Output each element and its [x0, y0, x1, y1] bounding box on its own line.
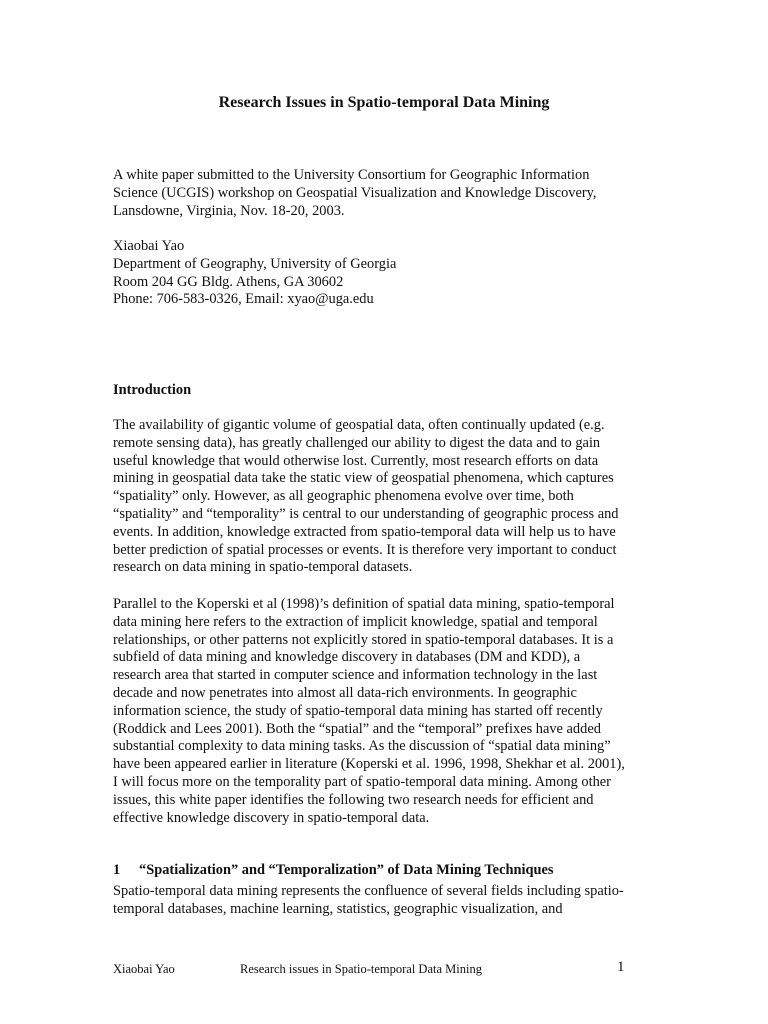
paragraph-line: subfield of data mining and knowledge discovery in databases (DM and KDD), a	[113, 649, 581, 666]
paragraph-line: temporal databases, machine learning, statistics, geographic visualization, and	[113, 900, 563, 917]
paragraph-line: relationships, or other patterns not explicitly stored in spatio-temporal databases. It is a	[113, 631, 614, 648]
submission-note	[113, 167, 658, 220]
author-name: Xiaobai Yao	[113, 238, 185, 254]
paragraph-line: issues, this white paper identifies the following two research needs for efficient and	[113, 791, 594, 808]
paragraph-line: “spatiality” only. However, as all geographic phenomena evolve over time, both	[113, 488, 574, 505]
footer-author: Xiaobai Yao	[113, 962, 175, 976]
paragraph-line: data mining here refers to the extraction of implicit knowledge, spatial and temporal	[113, 613, 598, 630]
submission-line: A white paper submitted to the University Consortium for Geographic Information	[113, 167, 590, 183]
submission-line: Science (UCGIS) workshop on Geospatial Visualization and Knowledge Discovery,	[113, 184, 597, 201]
section-title: “Spatialization” and “Temporalization” of Data Mining Techniques	[139, 862, 554, 878]
section-1-heading	[113, 861, 553, 879]
footer-title: Research issues in Spatio-temporal Data Mining	[240, 962, 482, 976]
introduction-heading: Introduction	[113, 382, 192, 398]
intro-paragraph-2	[113, 596, 658, 827]
author-info	[113, 238, 658, 309]
page-number: 1	[617, 959, 625, 975]
paragraph-line: effective knowledge discovery in spatio-temporal data.	[113, 809, 430, 826]
author-address: Room 204 GG Bldg. Athens, GA 30602	[113, 273, 344, 290]
paragraph-line: remote sensing data), has greatly challenged our ability to digest the data and to gain	[113, 434, 601, 451]
paper-title: Research Issues in Spatio-temporal Data Mining	[218, 94, 550, 111]
paragraph-line: decade and now penetrates into almost all data-rich environments. In geographic	[113, 684, 577, 701]
paragraph-line: useful knowledge that would otherwise lost. Currently, most research efforts on data	[113, 452, 599, 469]
paragraph-line: research on data mining in spatio-temporal datasets.	[113, 559, 413, 576]
author-department: Department of Geography, University of Georgia	[113, 255, 397, 272]
section-number: 1	[113, 862, 121, 878]
paragraph-line: Parallel to the Koperski et al (1998)’s definition of spatial data mining, spatio-temporal	[113, 596, 615, 612]
submission-line: Lansdowne, Virginia, Nov. 18-20, 2003.	[113, 202, 345, 219]
section-1-paragraph	[113, 883, 658, 919]
paragraph-line: The availability of gigantic volume of geospatial data, often continually updated (e.g.	[113, 417, 605, 433]
paragraph-line: (Roddick and Lees 2001). Both the “spatial” and the “temporal” prefixes have added	[113, 720, 601, 737]
paragraph-line: Spatio-temporal data mining represents the confluence of several fields including spatio-	[113, 883, 624, 899]
paragraph-line: research area that started in computer science and information technology in the last	[113, 667, 598, 684]
paragraph-line: events. In addition, knowledge extracted from spatio-temporal data will help us to have	[113, 523, 616, 540]
author-contact: Phone: 706-583-0326, Email: xyao@uga.edu	[113, 291, 374, 308]
paragraph-line: substantial complexity to data mining tasks. As the discussion of “spatial data mining”	[113, 738, 611, 755]
paragraph-line: “spatiality” and “temporality” is central to our understanding of geographic process and	[113, 505, 619, 522]
paragraph-line: better prediction of spatial processes or events. It is therefore very important to conduct	[113, 541, 617, 558]
paragraph-line: mining in geospatial data take the static view of geospatial phenomena, which captures	[113, 470, 614, 487]
paragraph-line: I will focus more on the temporality part of spatio-temporal data mining. Among other	[113, 773, 611, 790]
paragraph-line: have been appeared earlier in literature (Koperski et al. 1996, 1998, Shekhar et al. 2001),	[113, 756, 625, 773]
intro-paragraph-1	[113, 417, 658, 577]
paragraph-line: information science, the study of spatio-temporal data mining has started off recently	[113, 702, 603, 719]
